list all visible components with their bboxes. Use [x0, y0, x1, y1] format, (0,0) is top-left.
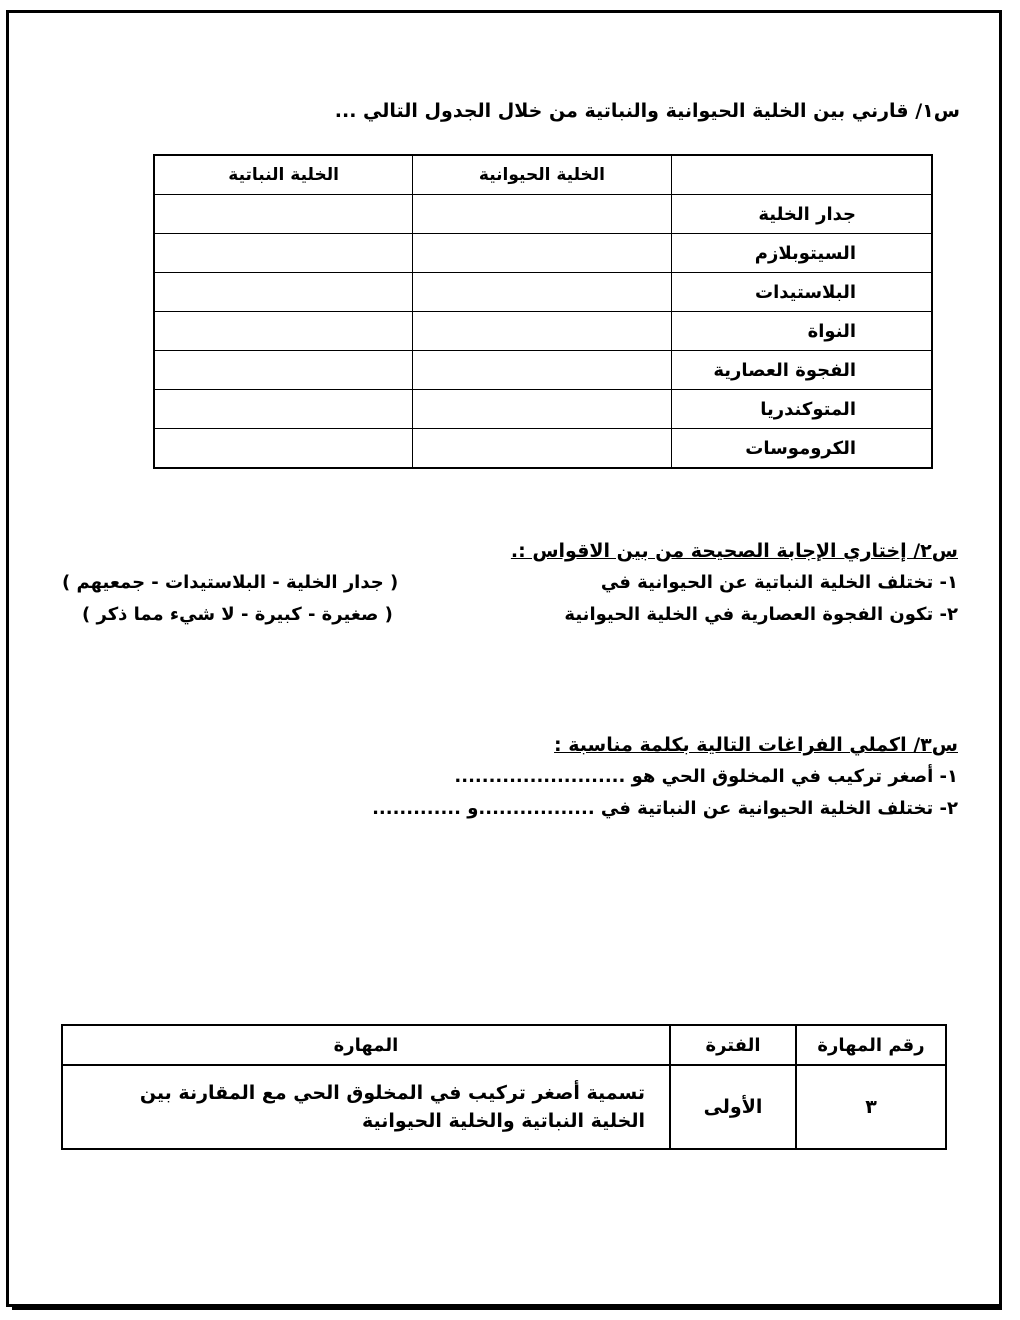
skill-period-header: الفترة	[670, 1025, 796, 1065]
row-label: جدار الخلية	[671, 195, 932, 234]
comparison-header-row	[154, 155, 932, 195]
q2-title: س٢/ إختاري الإجابة الصحيحة من بين الاقواس :.	[510, 540, 958, 562]
skill-header-row	[62, 1025, 946, 1065]
answer-cell-animal[interactable]	[413, 195, 671, 234]
q1-title: س١/ قارني بين الخلية الحيوانية والنباتية من خلال الجدول التالي ...	[334, 100, 960, 122]
header-animal-cell: الخلية الحيوانية	[413, 155, 671, 195]
table-row	[154, 234, 932, 273]
answer-cell-plant[interactable]	[154, 273, 413, 312]
answer-cell-animal[interactable]	[413, 273, 671, 312]
answer-cell-plant[interactable]	[154, 390, 413, 429]
answer-cell-animal[interactable]	[413, 234, 671, 273]
q2-item-1-options[interactable]: ( جدار الخلية - البلاستيدات - جمعيهم )	[62, 572, 399, 593]
table-row	[154, 312, 932, 351]
answer-cell-plant[interactable]	[154, 351, 413, 390]
table-row	[154, 351, 932, 390]
table-row	[154, 429, 932, 469]
q2-item-1-stem: ١- تختلف الخلية النباتية عن الحيوانية في	[600, 572, 958, 593]
skill-row	[62, 1065, 946, 1149]
skill-description: تسمية أصغر تركيب في المخلوق الحي مع المقارنة بين الخلية النباتية والخلية الحيوانية	[62, 1065, 670, 1149]
row-label: السيتوبلازم	[671, 234, 932, 273]
answer-cell-animal[interactable]	[413, 351, 671, 390]
row-label: المتوكندريا	[671, 390, 932, 429]
q3-item-1[interactable]: ١- أصغر تركيب في المخلوق الحي هو .........................	[454, 766, 958, 787]
skill-description-header: المهارة	[62, 1025, 670, 1065]
q2-item-2-options[interactable]: ( صغيرة - كبيرة - لا شيء مما ذكر )	[82, 604, 393, 625]
answer-cell-plant[interactable]	[154, 429, 413, 469]
skill-table	[61, 1024, 947, 1150]
q3-item-2[interactable]: ٢- تختلف الخلية الحيوانية عن النباتية في .................و .............	[372, 798, 958, 819]
skill-period: الأولى	[670, 1065, 796, 1149]
answer-cell-plant[interactable]	[154, 234, 413, 273]
skill-number: ٣	[796, 1065, 946, 1149]
table-row	[154, 390, 932, 429]
table-row	[154, 273, 932, 312]
row-label: النواة	[671, 312, 932, 351]
comparison-table	[153, 154, 933, 469]
row-label: الفجوة العصارية	[671, 351, 932, 390]
answer-cell-animal[interactable]	[413, 390, 671, 429]
answer-cell-plant[interactable]	[154, 312, 413, 351]
answer-cell-animal[interactable]	[413, 312, 671, 351]
q2-item-2-stem: ٢- تكون الفجوة العصارية في الخلية الحيوانية	[564, 604, 958, 625]
skill-number-header: رقم المهارة	[796, 1025, 946, 1065]
header-plant-cell: الخلية النباتية	[154, 155, 413, 195]
answer-cell-animal[interactable]	[413, 429, 671, 469]
answer-cell-plant[interactable]	[154, 195, 413, 234]
row-label: الكروموسات	[671, 429, 932, 469]
row-label: البلاستيدات	[671, 273, 932, 312]
header-empty	[671, 155, 932, 195]
table-row	[154, 195, 932, 234]
q3-title: س٣/ اكملي الفراغات التالية بكلمة مناسبة :	[554, 734, 958, 756]
